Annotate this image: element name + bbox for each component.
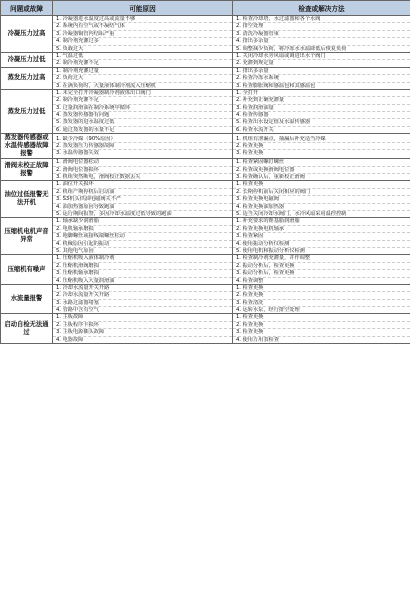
solution-line: 5. 调整减少负荷，将冷冻水水温降低后恢复负荷 bbox=[236, 45, 347, 52]
solution-line: 2. 检查更换电机轴承 bbox=[233, 226, 410, 233]
cause-line: 3. 主板电源插头故障 bbox=[53, 329, 232, 336]
solution-line: 2. 排空处理 bbox=[233, 23, 410, 30]
cause-line: 1. 气温过低 bbox=[53, 53, 232, 60]
cause-cell bbox=[53, 284, 233, 314]
solution-line: 4. 检查传感器 bbox=[233, 112, 410, 119]
cause-line: 2. 主板程序卡损坏 bbox=[53, 322, 232, 329]
cause-line: 5. 蒸发器的进水温度过低 bbox=[53, 119, 232, 126]
cause-line: 4. 油加热器原因导致跑油 bbox=[53, 204, 232, 211]
problem-cell: 滑阀未校正故障报警 bbox=[1, 159, 53, 181]
cause-line: 1. 轴承缺少润滑脂 bbox=[53, 218, 232, 225]
cause-line: 1. 制冷剂充灌过量 bbox=[53, 68, 232, 75]
solution-cell bbox=[233, 67, 410, 89]
cause-cell bbox=[53, 16, 233, 53]
cause-cell bbox=[53, 134, 233, 159]
solution-cell bbox=[233, 16, 410, 53]
cause-line: 1. 冷凝器进水温度过高或流量不够 bbox=[53, 16, 232, 23]
cause-cell bbox=[53, 89, 233, 133]
solution-line: 4. 使用振动分析仪检测 bbox=[233, 241, 410, 248]
solution-line: 4. 检查更换油加热器 bbox=[233, 204, 410, 211]
solution-line: 1. 关闭冷却水旁风扇或调进出水个阀门 bbox=[233, 53, 410, 60]
cause-line: 1. 未完全打开冷凝器制冷剂液体出口阀门 bbox=[53, 90, 232, 97]
problem-cell: 压缩机有噪声 bbox=[1, 255, 53, 285]
cause-line: 3. 机组突然断电，滑阀校正数据丢失 bbox=[56, 174, 141, 181]
solution-line: 3. 检查确认后，重新校正滑阀 bbox=[236, 174, 305, 181]
solution-line: 1. 全打开 bbox=[233, 90, 410, 97]
cause-line: 2. 负荷过大 bbox=[53, 75, 232, 82]
solution-cell bbox=[233, 218, 410, 255]
solution-line: 2. 检查更换 bbox=[233, 322, 410, 329]
cause-line: 1. 主板故障 bbox=[53, 314, 232, 321]
solution-cell bbox=[233, 255, 410, 285]
problem-cell: 蒸发压力过高 bbox=[1, 67, 53, 89]
problem-cell: 压缩机电机声音异常 bbox=[1, 218, 53, 255]
cause-line: 2. 冷却水流量开关开路 bbox=[53, 292, 232, 299]
solution-cell bbox=[233, 314, 410, 344]
problem-cell: 蒸发器传感器或水温传感器故障报警 bbox=[1, 134, 53, 159]
cause-cell bbox=[53, 67, 233, 89]
cause-line: 4. 压缩机吸入大量润滑油 bbox=[56, 277, 115, 284]
cause-cell bbox=[53, 255, 233, 285]
table-row bbox=[1, 159, 410, 181]
cause-line: 4. 机械原因引起的振动 bbox=[53, 241, 232, 248]
table-row bbox=[1, 134, 410, 159]
problem-cell: 水流量报警 bbox=[1, 284, 53, 314]
solution-line: 2. 检查或更换滑阀电位器 bbox=[233, 167, 410, 174]
table-row bbox=[1, 52, 410, 67]
cause-line: 2. 压缩机滑阀磨损 bbox=[53, 263, 232, 270]
solution-line: 2. 检查更换 bbox=[233, 292, 410, 299]
cause-line: 4. 管路中含有空气 bbox=[56, 307, 99, 314]
cause-line: 1. 压缩机吸入液体制冷剂 bbox=[53, 255, 232, 262]
solution-line: 3. 振动分析后，检查更换 bbox=[233, 270, 410, 277]
cause-line: 2. 制冷剂充灌不足 bbox=[53, 97, 232, 104]
solution-cell bbox=[233, 181, 410, 218]
table-row bbox=[1, 255, 410, 285]
cause-cell bbox=[53, 218, 233, 255]
cause-line: 4. 电器故障 bbox=[56, 336, 84, 343]
solution-line: 1. 检查制冷剂充灌量，并作调整 bbox=[233, 255, 410, 262]
cause-line: 1. 冷却水流量开关开路 bbox=[53, 285, 232, 292]
cause-line: 5. 运行期间报警，多因冷却水温度过低导致的跑油 bbox=[56, 210, 172, 217]
cause-line: 1. 滑阀电位器松动 bbox=[53, 159, 232, 166]
header-problem: 问题或故障 bbox=[1, 1, 53, 16]
solution-cell bbox=[233, 284, 410, 314]
cause-line: 1. 缺少冷媒（90%原因） bbox=[53, 136, 232, 143]
cause-line: 2. 机组产期停机后启动油 bbox=[53, 189, 232, 196]
solution-line: 3. 检查更换电磁阀 bbox=[233, 196, 410, 203]
solution-line: 4. 排出多余量 bbox=[233, 38, 410, 45]
cause-line: 5. 其他电气原因 bbox=[56, 247, 94, 254]
solution-line: 1. 机组有泄漏点，抽漏后补充适当冷媒 bbox=[233, 136, 410, 143]
solution-line: 5. 检查出水设定值及水温传感器 bbox=[233, 119, 410, 126]
table-row bbox=[1, 16, 410, 53]
solution-line: 1. 补充要求的锂基脂润滑脂 bbox=[233, 218, 410, 225]
solution-line: 3. 检查紧固 bbox=[233, 233, 410, 240]
table-row bbox=[1, 284, 410, 314]
solution-line: 3. 检查润滑油量 bbox=[233, 105, 410, 112]
solution-cell bbox=[233, 134, 410, 159]
cause-line: 3. 过量润滑油在制冷系统中循环 bbox=[53, 105, 232, 112]
solution-line: 1. 检查更换 bbox=[233, 285, 410, 292]
cause-line: 2. 滑阀电位器损坏 bbox=[53, 167, 232, 174]
problem-cell: 油位过低报警无法开机 bbox=[1, 181, 53, 218]
cause-line: 2. 电机轴承磨损 bbox=[53, 226, 232, 233]
solution-line: 1. 排出多余量 bbox=[233, 68, 410, 75]
table-body bbox=[1, 16, 410, 344]
solution-line: 2. 检查冷冻水系统 bbox=[233, 75, 410, 82]
cause-cell bbox=[53, 181, 233, 218]
table-row bbox=[1, 89, 410, 133]
solution-line: 4. 运转水泵，经行排空处理 bbox=[236, 307, 300, 314]
cause-cell bbox=[53, 159, 233, 181]
cause-line: 3. 水温传感器失效 bbox=[56, 150, 99, 157]
solution-line: 1. 检查更换 bbox=[233, 314, 410, 321]
cause-line: 2. 系统内有空气或不凝结气体 bbox=[53, 23, 232, 30]
cause-line: 4. 蒸发器传感器有问题 bbox=[53, 112, 232, 119]
cause-line: 3. 水路过滤器堵塞 bbox=[53, 300, 232, 307]
cause-cell bbox=[53, 52, 233, 67]
solution-line: 2. 振动分析后，检查更换 bbox=[233, 263, 410, 270]
solution-line: 5. 使用电机和振动分析仪检测 bbox=[236, 247, 305, 254]
table-row bbox=[1, 314, 410, 344]
solution-line: 4. 检查调整 bbox=[236, 277, 264, 284]
problem-cell: 启动自检无法通过 bbox=[1, 314, 53, 344]
problem-cell: 蒸发压力过低 bbox=[1, 89, 53, 133]
cause-line: 3. 在满负荷时，大量液体制冷剂流入压缩机 bbox=[56, 82, 156, 89]
header-solution: 检查或解决方法 bbox=[233, 1, 410, 16]
solution-cell bbox=[233, 89, 410, 133]
table-row bbox=[1, 181, 410, 218]
cause-line: 6. 通过蒸发器的水量不足 bbox=[56, 126, 115, 133]
solution-cell bbox=[233, 159, 410, 181]
cause-line: 2. 制冷剂充灌不足 bbox=[56, 60, 99, 67]
table-row bbox=[1, 218, 410, 255]
cause-line: 1. 油位开关损坏 bbox=[53, 181, 232, 188]
solution-line: 1. 检查紧固螺钉螺丝 bbox=[233, 159, 410, 166]
solution-cell bbox=[233, 52, 410, 67]
cause-line: 4. 制冷剂充灌过多 bbox=[53, 38, 232, 45]
solution-line: 3. 清洗冷凝器管束 bbox=[233, 31, 410, 38]
header-cause: 可能原因 bbox=[53, 1, 233, 16]
solution-line: 2. 补充到正确充灌量 bbox=[233, 97, 410, 104]
solution-line: 4. 使用万用表检查 bbox=[236, 336, 279, 343]
solution-line: 2. 检查更换 bbox=[233, 143, 410, 150]
header-row bbox=[1, 1, 410, 16]
cause-cell bbox=[53, 314, 233, 344]
solution-line: 6. 检查水流开关 bbox=[236, 126, 274, 133]
cause-line: 3. 地脚螺丝或接线端螺丝松动 bbox=[53, 233, 232, 240]
table-row bbox=[1, 67, 410, 89]
solution-line: 2. 充灌到规定量 bbox=[236, 60, 274, 67]
cause-line: 5. 负载过大 bbox=[56, 45, 84, 52]
solution-line: 3. 检查清洗 bbox=[233, 300, 410, 307]
solution-line: 1. 检查更换 bbox=[233, 181, 410, 188]
solution-line: 3. 检查更换 bbox=[236, 150, 264, 157]
solution-line: 1. 检查冷却塔、水过滤器和各个水阀 bbox=[233, 16, 410, 23]
solution-line: 2. 长期停机前后关闭相应的阀门 bbox=[233, 189, 410, 196]
cause-line: 3. S3机头供油电磁阀关不严 bbox=[53, 196, 232, 203]
cause-line: 3. 压缩机轴承磨损 bbox=[53, 270, 232, 277]
solution-line: 5. 适当关闭冷却水阀门，水冷风扇采用温控控制 bbox=[236, 210, 347, 217]
cause-line: 2. 蒸发器压力传感器故障 bbox=[53, 143, 232, 150]
solution-line: 3. 检查更换 bbox=[233, 329, 410, 336]
cause-line: 3. 冷凝器铜管内结垢严重 bbox=[53, 31, 232, 38]
problem-cell: 冷凝压力过高 bbox=[1, 16, 53, 53]
solution-line: 3. 检查膨胀阀和感温包和其感温包 bbox=[236, 82, 316, 89]
problem-cell: 冷凝压力过低 bbox=[1, 52, 53, 67]
